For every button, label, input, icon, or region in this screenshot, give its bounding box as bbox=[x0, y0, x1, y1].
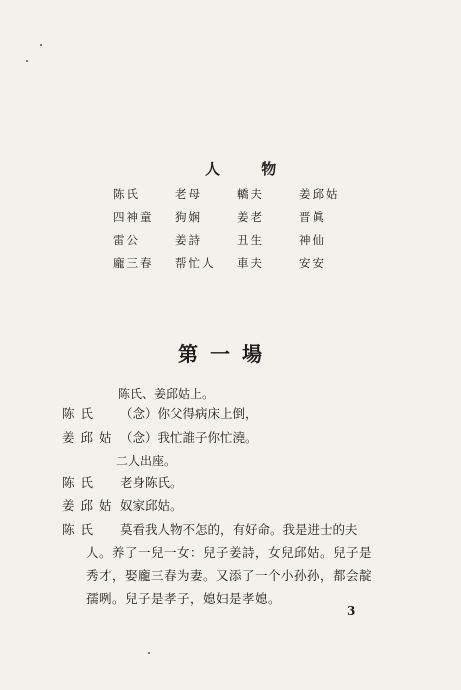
cast-name: 雷公 bbox=[113, 233, 140, 247]
speaker-name: 陈氏 bbox=[62, 522, 100, 537]
print-speck bbox=[148, 652, 150, 654]
cast-name: 車夫 bbox=[237, 256, 264, 270]
dialogue-text: 奴家邱姑。 bbox=[120, 498, 183, 513]
dialogue-text: 老身陈氏。 bbox=[120, 475, 183, 490]
cast-name: 姜詩 bbox=[175, 233, 202, 247]
cast-name: 老母 bbox=[175, 187, 202, 201]
dialogue-line bbox=[62, 496, 183, 514]
stage-direction: 陈氏、姜邱姑上。 bbox=[118, 387, 215, 401]
speaker-name: 陈氏 bbox=[62, 406, 100, 421]
cast-name: 安安 bbox=[299, 256, 326, 270]
dialogue-continuation: 秀才，娶龐三春为妻。又添了一个小孙孙，都会靛 bbox=[86, 568, 373, 583]
print-speck bbox=[26, 60, 28, 62]
dialogue-text: 莫看我人物不怎的，有好命。我是进士的夫 bbox=[120, 522, 358, 537]
cast-name: 神仙 bbox=[299, 233, 326, 247]
dialogue-text: （念）你父得病床上倒， bbox=[120, 406, 258, 421]
dialogue-line bbox=[62, 520, 358, 538]
cast-name: 晋眞 bbox=[299, 210, 326, 224]
cast-name: 龐三春 bbox=[113, 256, 154, 270]
cast-name: 姜老 bbox=[237, 210, 264, 224]
dialogue-line bbox=[62, 428, 258, 446]
speaker-name: 陈氏 bbox=[62, 475, 100, 490]
speaker-name: 姜邱姑 bbox=[62, 430, 118, 445]
dialogue-line bbox=[62, 404, 258, 422]
cast-list bbox=[113, 186, 363, 272]
cast-name: 轎夫 bbox=[237, 187, 264, 201]
dialogue-line bbox=[62, 473, 183, 491]
cast-name: 四神童 bbox=[113, 210, 154, 224]
stage-direction: 二人出座。 bbox=[116, 454, 177, 468]
page-number: 3 bbox=[347, 604, 356, 618]
print-speck bbox=[40, 44, 42, 46]
dialogue-text: （念）我忙誰子你忙澆。 bbox=[120, 430, 258, 445]
speaker-name: 姜邱姑 bbox=[62, 498, 118, 513]
cast-name: 丑生 bbox=[237, 233, 264, 247]
dialogue-continuation: 人。养了一兒一女：兒子姜詩，女兒邱姑。兒子是 bbox=[86, 545, 373, 560]
cast-name: 狗娴 bbox=[175, 210, 202, 224]
cast-name: 帮忙人 bbox=[175, 256, 216, 270]
cast-name: 姜邱姑 bbox=[299, 187, 340, 201]
cast-list-heading: 人 物 bbox=[205, 160, 295, 178]
cast-name: 陈氏 bbox=[113, 187, 140, 201]
scene-title: 第一場 bbox=[178, 342, 274, 366]
dialogue-continuation: 孺咧。兒子是孝子，媳妇是孝媳。 bbox=[86, 591, 282, 606]
